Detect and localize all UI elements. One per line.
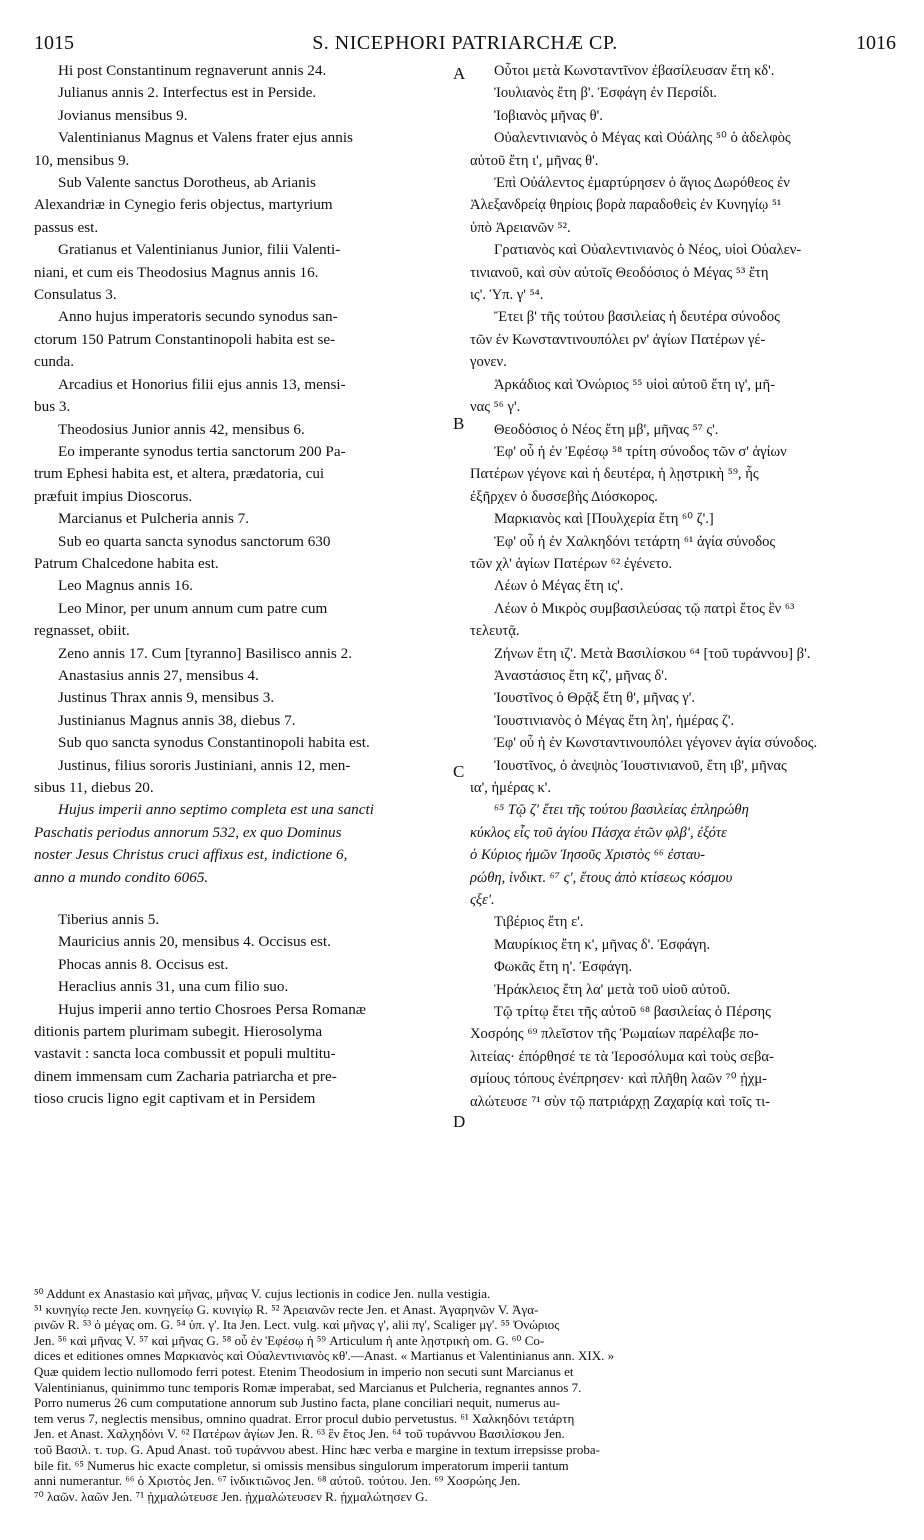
latin-line: Hujus imperii anno tertio Chosroes Persa Romanæ [58, 1000, 366, 1018]
greek-line: Χοσρόης ⁶⁹ πλεῖστον τῆς Ῥωμαίων παρέλαβε πο- [470, 1026, 759, 1043]
greek-line: Τιβέριος ἔτη ε'. [494, 914, 584, 931]
greek-line: ⁶⁵ Τῷ ζ' ἔτει τῆς τούτου βασιλείας ἐπληρώθη [494, 802, 749, 819]
greek-column [470, 60, 890, 1113]
latin-line: Leo Minor, per unum annum cum patre cum [58, 599, 328, 617]
greek-line: Ἐφ' οὗ ἡ ἐν Χαλκηδόνι τετάρτη ⁶¹ ἁγία σύνοδος [494, 533, 776, 550]
greek-line: Λέων ὁ Μικρὸς συμβασιλεύσας τῷ πατρὶ ἔτος ἓν ⁶³ [494, 600, 795, 617]
greek-line: αὐτοῦ ἔτη ι', μῆνας θ'. [470, 152, 599, 169]
latin-line: anno a mundo condito 6065. [34, 868, 209, 886]
greek-line: Ἐφ' οὗ ἡ ἐν Κωνσταντινουπόλει γέγονεν ἁγία σύνοδος. [494, 735, 818, 752]
running-title: S. NICEPHORI PATRIARCHÆ CP. [312, 32, 618, 54]
greek-line: ἐξῆρχεν ὁ δυσσεβὴς Διόσκορος. [470, 488, 658, 505]
footnote-line: ⁷⁰ λαῶν. λαῶν Jen. ⁷¹ ᾐχμαλώτευσε Jen. ᾐχμαλώτευσεν R. ᾐχμαλώτησεν G. [34, 1488, 428, 1504]
footnote-line: anni numerantur. ⁶⁶ ὁ Χριστὸς Jen. ⁶⁷ ἰνδικτιῶνος Jen. ⁶⁸ αὐτοῦ. τούτου. Jen. ⁶⁹ Χοσρώης Jen. [34, 1473, 521, 1489]
greek-line: Ἀναστάσιος ἔτη κζ', μῆνας δ'. [494, 667, 668, 684]
footnote-line: Jen. ⁵⁶ καὶ μῆνας V. ⁵⁷ καὶ μῆνας G. ⁵⁸ οὗ ἐν Ἐφέσῳ ἡ ⁵⁹ Articulum ἡ ante λῃστρικὴ om. G. ⁶⁰ Co- [34, 1332, 545, 1348]
greek-line: Οὗτοι μετὰ Κωνσταντῖνον ἐβασίλευσαν ἔτη κδ'. [494, 63, 775, 79]
latin-line: cunda. [34, 353, 75, 371]
latin-line: Valentinianus Magnus et Valens frater ejus annis [58, 129, 353, 147]
latin-line: Tiberius annis 5. [58, 911, 160, 929]
latin-line: ctorum 150 Patrum Constantinopoli habita est se- [34, 330, 336, 348]
greek-line: Μαρκιανὸς καὶ [Πουλχερία ἔτη ⁶⁰ ζ'.] [494, 511, 714, 528]
greek-line: ρώθη, ἰνδικτ. ⁶⁷ ς', ἔτους ἀπὸ κτίσεως κόσμου [470, 869, 733, 886]
latin-line: trum Ephesi habita est, et altera, prædatoria, cui [34, 465, 325, 483]
latin-column [34, 60, 446, 1111]
margin-mark-b: B [453, 414, 465, 433]
greek-line: Ἔτει β' τῆς τούτου βασιλείας ἡ δευτέρα σύνοδος [494, 309, 780, 326]
greek-line: Θεοδόσιος ὁ Νέος ἔτη μβ', μῆνας ⁵⁷ ς'. [494, 421, 719, 438]
greek-line: Φωκᾶς ἔτη η'. Ἐσφάγη. [494, 959, 633, 976]
greek-line: ια', ἡμέρας κ'. [470, 780, 552, 796]
greek-line: τινιανοῦ, καὶ σὺν αὐτοῖς Θεοδόσιος ὁ Μέγας ⁵³ ἔτη [470, 264, 769, 281]
greek-line: Ἀρκάδιος καὶ Ὀνώριος ⁵⁵ υἱοὶ αὐτοῦ ἔτη ιγ', μῆ- [494, 376, 775, 393]
latin-line: Hi post Constantinum regnaverunt annis 24. [58, 62, 327, 79]
latin-line: Leo Magnus annis 16. [58, 577, 193, 595]
latin-line: sibus 11, diebus 20. [34, 779, 154, 796]
greek-line: Ἀλεξανδρείᾳ θηρίοις βορὰ παραδοθεὶς ἐν Κυνηγίῳ ⁵¹ [470, 197, 782, 214]
latin-line: Phocas annis 8. Occisus est. [58, 955, 229, 973]
latin-line: Paschatis periodus annorum 532, ex quo Dominus [34, 823, 342, 841]
latin-line: niani, et cum eis Theodosius Magnus annis 16. [34, 263, 319, 281]
page-number-left: 1015 [34, 32, 74, 54]
latin-line: præfuit impius Dioscorus. [34, 487, 193, 505]
footnote-line: ρινῶν R. ⁵³ ὁ μέγας om. G. ⁵⁴ ὑπ. γ'. Ita Jen. Lect. vulg. καὶ μῆνας γ', alii πγ', Scaliger μγ'. ⁵⁵ Ὀνώριος [34, 1317, 560, 1333]
latin-line: Sub quo sancta synodus Constantinopoli habita est. [58, 734, 370, 752]
greek-line: ςξε'. [470, 892, 495, 909]
greek-line: Ἰουστῖνος, ὁ ἀνεψιὸς Ἰουστινιανοῦ, ἔτη ιβ', μῆνας [494, 757, 787, 774]
latin-line: Zeno annis 17. Cum [tyranno] Basilisco annis 2. [58, 644, 353, 662]
latin-line: Eo imperante synodus tertia sanctorum 200 Pa- [58, 442, 346, 460]
latin-line: Arcadius et Honorius filii ejus annis 13, mensi- [58, 375, 346, 393]
greek-line: τῶν ἐν Κωνσταντινουπόλει ρν' ἁγίων Πατέρων γέ- [470, 331, 766, 348]
greek-line: Λέων ὁ Μέγας ἔτη ις'. [494, 578, 624, 595]
footnote-line: Quæ quidem lectio nullomodo ferri potest. Etenim Theodosium in imperio non secuti sunt Marcianus et [34, 1363, 574, 1379]
latin-line: Heraclius annis 31, una cum filio suo. [58, 978, 289, 996]
margin-mark-c: C [453, 762, 465, 781]
latin-line: Patrum Chalcedone habita est. [34, 554, 219, 572]
footnote-line: Porro numerus 26 cum computatione annorum sub Justino facta, plane conciliari nequit, numerus au- [34, 1395, 561, 1411]
footnote-line: ⁵¹ κυνηγίῳ recte Jen. κυνηγείῳ G. κυνιγίῳ R. ⁵² Ἀρειανῶν recte Jen. et Anast. Ἀγαρηνῶν V. Ἀγα- [34, 1301, 539, 1317]
latin-line: Julianus annis 2. Interfectus est in Perside. [58, 84, 317, 102]
greek-line: Μαυρίκιος ἔτη κ', μῆνας δ'. Ἐσφάγη. [494, 936, 711, 953]
footnotes [34, 1286, 890, 1504]
running-header [34, 32, 896, 56]
greek-line: κύκλος εἷς τοῦ ἁγίου Πάσχα ἐτῶν φλβ', ἐξότε [470, 824, 727, 841]
latin-line: Justinianus Magnus annis 38, diebus 7. [58, 711, 296, 729]
margin-mark-d: D [453, 1112, 466, 1131]
latin-line: Hujus imperii anno septimo completa est una sancti [58, 801, 374, 819]
greek-line: Ἰοβιανὸς μῆνας θ'. [494, 107, 603, 124]
latin-line: Justinus Thrax annis 9, mensibus 3. [58, 689, 275, 707]
latin-line: tioso crucis ligno egit captivam et in Persidem [34, 1090, 316, 1108]
greek-line: Ἐφ' οὗ ἡ ἐν Ἐφέσῳ ⁵⁸ τρίτη σύνοδος τῶν σ' ἁγίων [494, 443, 787, 460]
footnote-line: bile fit. ⁶⁵ Numerus hic exacte completur, si omissis mensibus singulorum imperatorum imperii tantum [34, 1457, 569, 1473]
latin-line: Consulatus 3. [34, 286, 117, 304]
greek-line: αλώτευσε ⁷¹ σὺν τῷ πατριάρχῃ Ζαχαρίᾳ καὶ τοῖς τι- [470, 1093, 771, 1110]
footnote-line: ⁵⁰ Addunt ex Anastasio καὶ μῆνας, μῆνας V. cujus lectionis in codice Jen. nulla vestigia. [34, 1286, 491, 1301]
latin-line: Mauricius annis 20, mensibus 4. Occisus est. [58, 933, 331, 951]
greek-line: Ζήνων ἔτη ιζ'. Μετὰ Βασιλίσκου ⁶⁴ [τοῦ τυράννου] β'. [494, 645, 811, 662]
latin-line: Sub eo quarta sancta synodus sanctorum 630 [58, 532, 331, 550]
footnote-line: tem verus 7, neglectis mensibus, omnino quadrat. Error procul dubio pervetustus. ⁶¹ Χαλκηδόνι τετάρτη [34, 1410, 575, 1426]
greek-line: Ἡράκλειος ἔτη λα' μετὰ τοῦ υἱοῦ αὐτοῦ. [494, 981, 731, 998]
latin-line: Sub Valente sanctus Dorotheus, ab Arianis [58, 174, 316, 192]
greek-line: τῶν χλ' ἁγίων Πατέρων ⁶² ἐγένετο. [470, 555, 673, 572]
latin-line: bus 3. [34, 398, 71, 416]
latin-line: noster Jesus Christus cruci affixus est, indictione 6, [34, 846, 348, 864]
latin-line: passus est. [34, 218, 99, 236]
greek-line: Πατέρων γέγονε καὶ ἡ δευτέρα, ἡ λῃστρικὴ ⁵⁹, ἧς [470, 466, 759, 483]
greek-line: ὁ Κύριος ἡμῶν Ἰησοῦς Χριστὸς ⁶⁶ ἐσταυ- [470, 847, 706, 864]
greek-line: Ἰουλιανὸς ἔτη β'. Ἐσφάγη ἐν Περσίδι. [494, 85, 717, 102]
latin-line: ditionis partem plurimam subegit. Hierosolyma [34, 1023, 323, 1041]
latin-line: Alexandriæ in Cynegio feris objectus, martyrium [34, 196, 333, 214]
latin-line: Justinus, filius sororis Justiniani, annis 12, men- [58, 756, 351, 774]
greek-line: Ἰουστῖνος ὁ Θρᾷξ ἔτη θ', μῆνας γ'. [494, 690, 695, 707]
latin-line: vastavit : sancta loca combussit et populi multitu- [34, 1045, 336, 1063]
latin-line: Gratianus et Valentinianus Junior, filii Valenti- [58, 241, 341, 259]
latin-line [34, 889, 446, 909]
margin-mark-a: A [453, 64, 466, 83]
latin-line: regnasset, obiit. [34, 622, 130, 640]
greek-line: Γρατιανὸς καὶ Οὐαλεντινιανὸς ὁ Νέος, υἱοὶ Οὐαλεν- [494, 242, 802, 259]
page-number-right: 1016 [856, 32, 896, 54]
greek-line: Ἐπὶ Οὐάλεντος ἐμαρτύρησεν ὁ ἅγιος Δωρόθεος ἐν [494, 175, 790, 192]
greek-line: Τῷ τρίτῳ ἔτει τῆς αὐτοῦ ⁶⁸ βασιλείας ὁ Πέρσης [494, 1004, 771, 1021]
greek-line: τελευτᾷ. [470, 623, 520, 640]
greek-line: Οὐαλεντινιανὸς ὁ Μέγας καὶ Οὐάλης ⁵⁰ ὁ ἀδελφὸς [494, 130, 791, 147]
greek-line: ὑπὸ Ἀρειανῶν ⁵². [470, 219, 571, 236]
latin-line: 10, mensibus 9. [34, 151, 130, 169]
latin-line: dinem immensam cum Zacharia patriarcha et pre- [34, 1067, 337, 1085]
greek-line: σμίους τόπους ἐνέπρησεν· καὶ πλῆθη λαῶν ⁷⁰ ᾐχμ- [470, 1071, 768, 1088]
footnote-line: Valentinianus, quinimmo tunc temporis Romæ imperabat, sed Marcianus et Pulcheria, regnantes annos 7. [34, 1379, 582, 1395]
latin-line: Anastasius annis 27, mensibus 4. [58, 666, 259, 684]
greek-line: ις'. Ὑπ. γ' ⁵⁴. [470, 287, 544, 304]
greek-line: νας ⁵⁶ γ'. [470, 399, 521, 416]
latin-line: Theodosius Junior annis 42, mensibus 6. [58, 420, 305, 438]
greek-line: γονεν. [470, 354, 507, 371]
footnote-line: τοῦ Βασιλ. τ. τυρ. G. Apud Anast. τοῦ τυράννου abest. Hinc hæc verba e margine in textum irrepsisse proba- [34, 1441, 600, 1457]
greek-line: λιτείας· ἐπόρθησέ τε τὰ Ἱεροσόλυμα καὶ τοὺς σεβα- [470, 1048, 774, 1065]
latin-line: Jovianus mensibus 9. [58, 106, 188, 124]
latin-line: Marcianus et Pulcheria annis 7. [58, 510, 250, 528]
greek-line: Ἰουστινιανὸς ὁ Μέγας ἔτη λη', ἡμέρας ζ'. [494, 712, 735, 729]
latin-line: Anno hujus imperatoris secundo synodus san- [58, 308, 338, 326]
footnote-line: Jen. et Anast. Χαλχηδόνι V. ⁶² Πατέρων ἁγίων Jen. R. ⁶³ ἓν ἔτος Jen. ⁶⁴ τοῦ τυράννου Βασιλίσκου Jen. [34, 1426, 565, 1442]
footnote-line: dices et editiones omnes Μαρκιανὸς καὶ Οὐαλεντινιανὸς κθ'.—Anast. « Martianus et Valentinianus ann. XIX. » [34, 1348, 615, 1364]
